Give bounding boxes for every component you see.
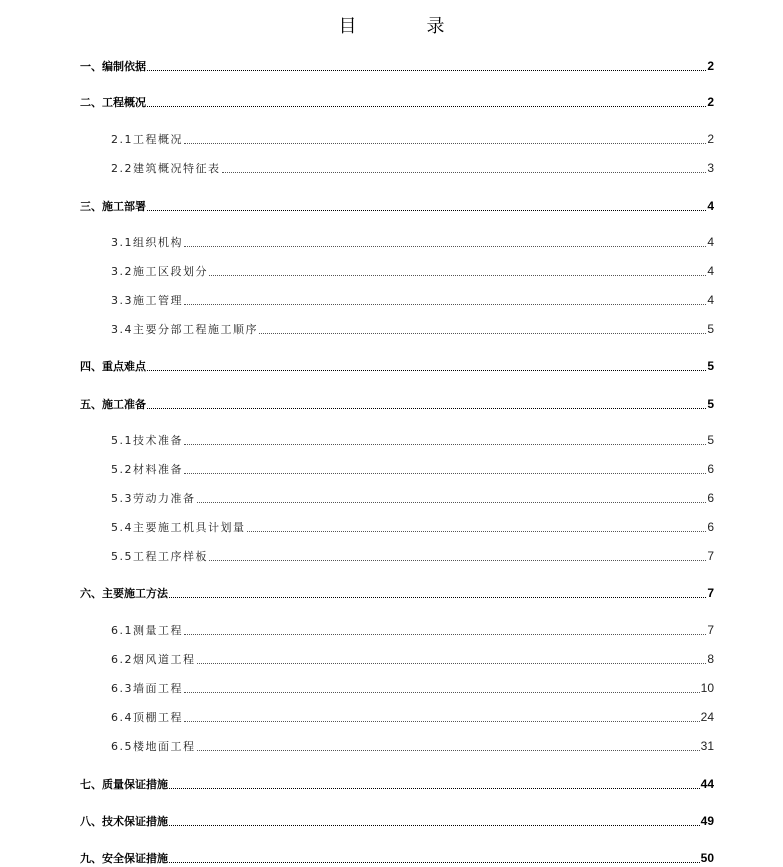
toc-section-entry[interactable] [111, 548, 714, 564]
toc-entry-label: 6.1测量工程 [111, 624, 183, 637]
toc-section-entry[interactable] [111, 490, 714, 506]
toc-chapter-entry[interactable] [80, 396, 714, 412]
toc-entry-label: 5.2材料准备 [111, 463, 183, 476]
toc-dot-leader [247, 520, 707, 532]
toc-section-entry[interactable] [111, 622, 714, 638]
toc-page-number: 6 [707, 491, 714, 505]
toc-dot-leader [184, 235, 706, 247]
toc-entry-label: 5.5工程工序样板 [111, 550, 208, 563]
toc-chapter-entry[interactable] [80, 850, 714, 866]
toc-page-number: 6 [707, 462, 714, 476]
toc-page-number: 7 [707, 586, 714, 600]
toc-section-entry[interactable] [111, 160, 714, 176]
toc-dot-leader [184, 132, 706, 144]
toc-dot-leader [197, 491, 707, 503]
toc-page-number: 7 [707, 623, 714, 637]
toc-section-entry[interactable] [111, 234, 714, 250]
toc-dot-leader [184, 433, 706, 445]
toc-dot-leader [222, 161, 707, 173]
toc-dot-leader [147, 359, 706, 371]
toc-page-number: 4 [707, 264, 714, 278]
toc-entry-label: 6.4顶棚工程 [111, 711, 183, 724]
toc-page-number: 7 [707, 549, 714, 563]
toc-entry-label: 2.1工程概况 [111, 133, 183, 146]
toc-section-entry[interactable] [111, 680, 714, 696]
toc-dot-leader [184, 293, 706, 305]
toc-chapter-entry[interactable] [80, 94, 714, 110]
toc-entry-label: 3.1组织机构 [111, 236, 183, 249]
toc-entry-label: 2.2建筑概况特征表 [111, 162, 221, 175]
toc-dot-leader [197, 652, 707, 664]
toc-page-number: 2 [707, 59, 714, 73]
toc-dot-leader [197, 739, 700, 751]
toc-page-number: 5 [707, 359, 714, 373]
toc-page-number: 2 [707, 132, 714, 146]
toc-dot-leader [184, 710, 700, 722]
toc-page-number: 49 [700, 814, 714, 828]
toc-page-number: 4 [707, 199, 714, 213]
toc-chapter-entry[interactable] [80, 58, 714, 74]
toc-entry-label: 5.4主要施工机具计划量 [111, 521, 246, 534]
toc-page-number: 5 [707, 322, 714, 336]
toc-entry-label: 七、质量保证措施 [80, 778, 168, 791]
toc-entry-label: 五、施工准备 [80, 398, 146, 411]
toc-dot-leader [147, 397, 706, 409]
toc-section-entry[interactable] [111, 432, 714, 448]
toc-dot-leader [147, 95, 706, 107]
toc-entry-label: 九、安全保证措施 [80, 852, 168, 865]
toc-chapter-entry[interactable] [80, 585, 714, 601]
toc-entry-label: 八、技术保证措施 [80, 815, 168, 828]
toc-section-entry[interactable] [111, 131, 714, 147]
toc-section-entry[interactable] [111, 738, 714, 754]
toc-entry-label: 5.3劳动力准备 [111, 492, 196, 505]
toc-entry-label: 一、编制依据 [80, 60, 146, 73]
toc-entry-label: 3.3施工管理 [111, 294, 183, 307]
toc-entry-label: 6.3墙面工程 [111, 682, 183, 695]
toc-section-entry[interactable] [111, 321, 714, 337]
toc-entry-label: 三、施工部署 [80, 200, 146, 213]
toc-dot-leader [184, 681, 700, 693]
toc-page-number: 24 [700, 710, 714, 724]
toc-section-entry[interactable] [111, 461, 714, 477]
toc-page-number: 50 [700, 851, 714, 865]
toc-page-number: 4 [707, 293, 714, 307]
toc-chapter-entry[interactable] [80, 358, 714, 374]
toc-page-number: 4 [707, 235, 714, 249]
toc-section-entry[interactable] [111, 292, 714, 308]
toc-page-number: 2 [707, 95, 714, 109]
toc-dot-leader [209, 264, 706, 276]
toc-dot-leader [169, 777, 700, 789]
toc-entry-label: 6.2烟风道工程 [111, 653, 196, 666]
toc-entry-label: 二、工程概况 [80, 96, 146, 109]
toc-page-number: 5 [707, 397, 714, 411]
toc-chapter-entry[interactable] [80, 198, 714, 214]
toc-dot-leader [147, 199, 706, 211]
toc-page-number: 44 [700, 777, 714, 791]
toc-entry-label: 六、主要施工方法 [80, 587, 168, 600]
toc-chapter-entry[interactable] [80, 776, 714, 792]
toc-dot-leader [184, 462, 706, 474]
toc-page-number: 31 [700, 739, 714, 753]
toc-section-entry[interactable] [111, 651, 714, 667]
toc-dot-leader [169, 814, 700, 826]
toc-page-number: 3 [707, 161, 714, 175]
toc-entry-label: 6.5楼地面工程 [111, 740, 196, 753]
toc-entry-label: 四、重点难点 [80, 360, 146, 373]
toc-page-number: 6 [707, 520, 714, 534]
toc-section-entry[interactable] [111, 519, 714, 535]
toc-page-number: 8 [707, 652, 714, 666]
toc-entry-label: 3.2施工区段划分 [111, 265, 208, 278]
toc-dot-leader [184, 623, 706, 635]
toc-dot-leader [147, 59, 706, 71]
toc-chapter-entry[interactable] [80, 813, 714, 829]
toc-entry-label: 5.1技术准备 [111, 434, 183, 447]
toc-section-entry[interactable] [111, 709, 714, 725]
toc-page-number: 10 [700, 681, 714, 695]
toc-dot-leader [209, 549, 706, 561]
toc-section-entry[interactable] [111, 263, 714, 279]
toc-title: 目 录 [338, 16, 471, 37]
toc-dot-leader [169, 851, 700, 863]
toc-dot-leader [259, 322, 706, 334]
toc-dot-leader [169, 586, 706, 598]
toc-entry-label: 3.4主要分部工程施工顺序 [111, 323, 258, 336]
toc-page-number: 5 [707, 433, 714, 447]
